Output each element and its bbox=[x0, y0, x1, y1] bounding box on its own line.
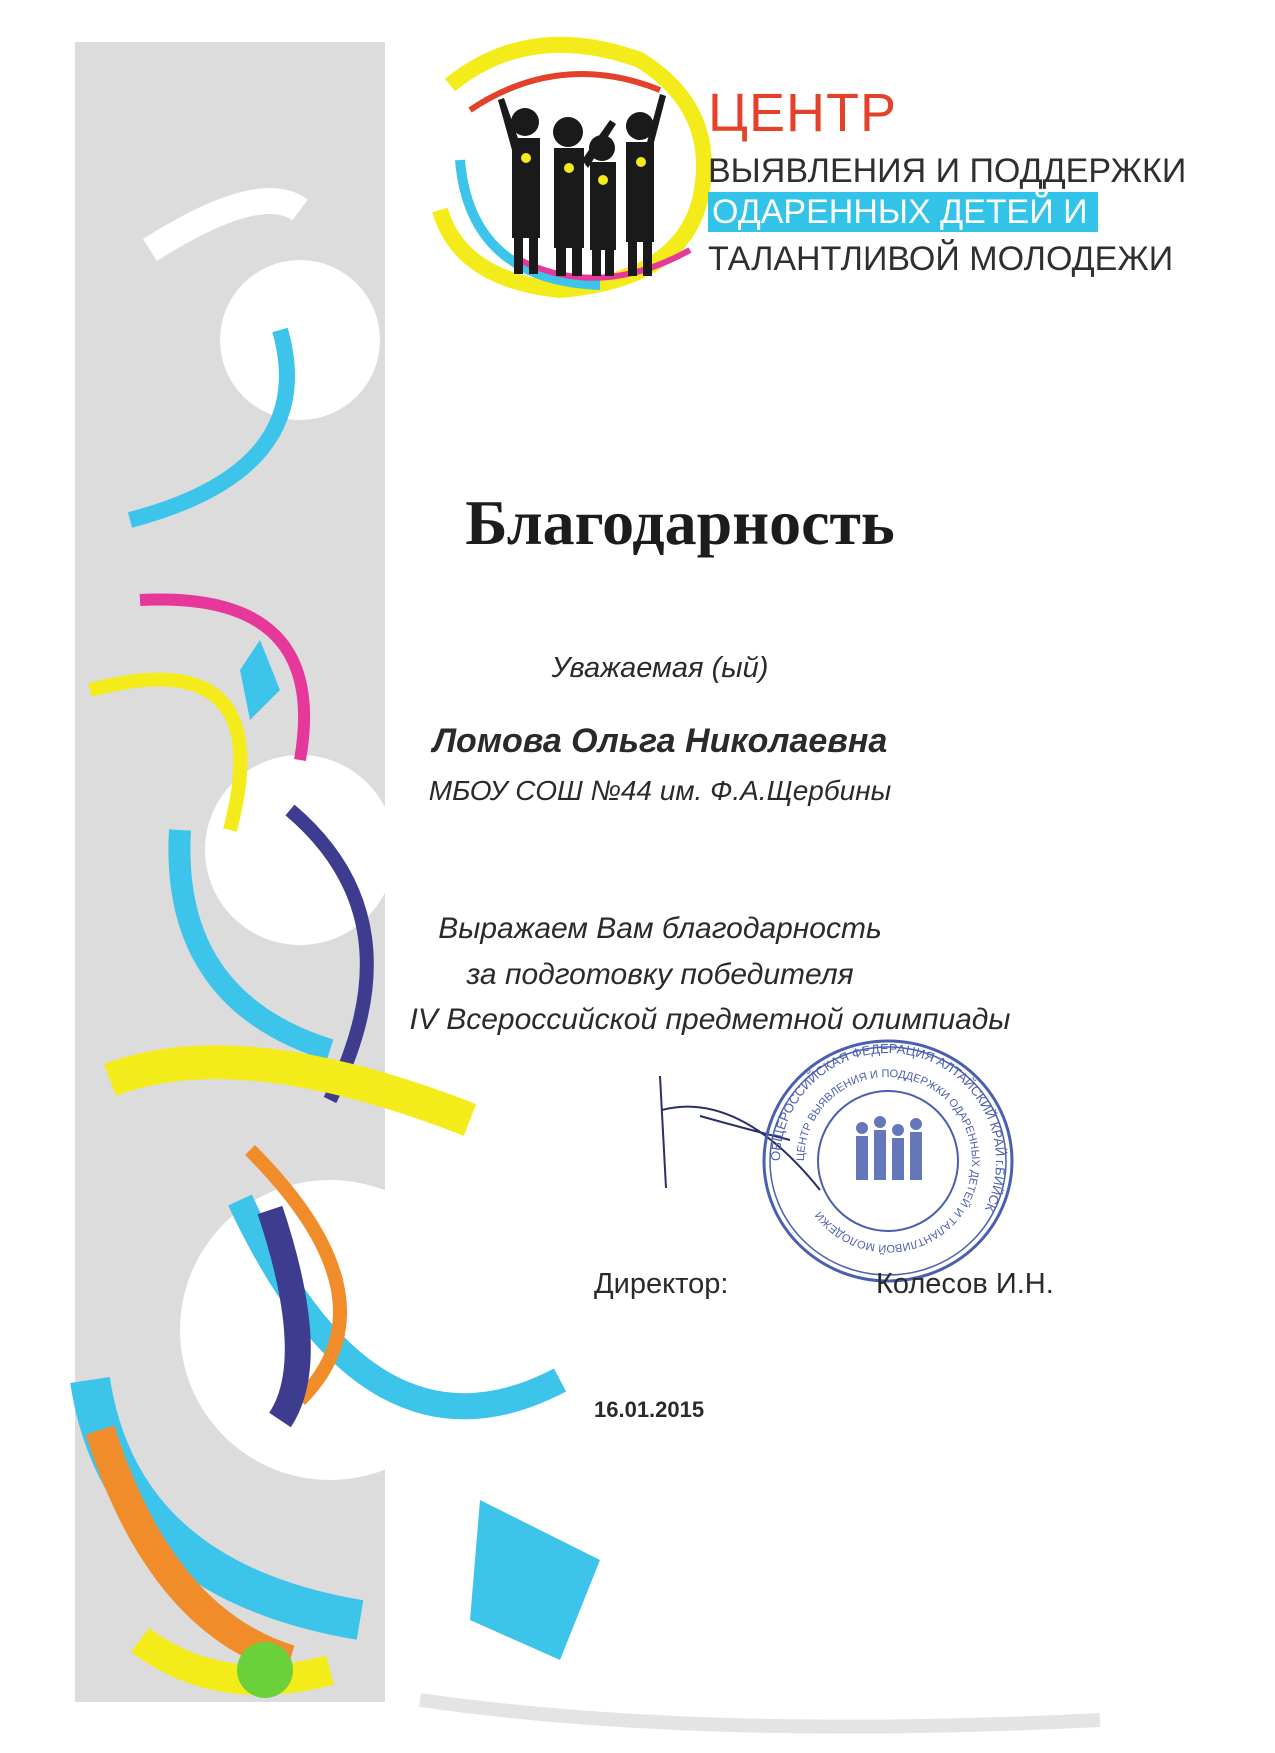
recipient-school: МБОУ СОШ №44 им. Ф.А.Щербины bbox=[428, 775, 892, 806]
message-line-2: за подготовку победителя bbox=[466, 958, 854, 991]
director-name: Колесов И.Н. bbox=[876, 1268, 1054, 1300]
director-label: Директор: bbox=[594, 1268, 729, 1300]
salutation: Уважаемая (ый) bbox=[551, 652, 769, 684]
stamp-inner-text: ЦЕНТР ВЫЯВЛЕНИЯ И ПОДДЕРЖКИ ОДАРЕННЫХ ДЕТЕЙ И ТАЛАНТЛИВОЙ МОЛОДЕЖИ bbox=[794, 1067, 982, 1255]
message-line-1: Выражаем Вам благодарность bbox=[438, 912, 882, 945]
recipient-name: Ломова Ольга Николаевна bbox=[432, 722, 888, 760]
logo-subtitle-line2: ОДАРЕННЫХ ДЕТЕЙ И bbox=[708, 192, 1098, 232]
children-silhouette-logo bbox=[490, 80, 670, 280]
certificate-heading: Благодарность bbox=[465, 487, 895, 558]
logo-title: ЦЕНТР bbox=[708, 83, 897, 143]
logo-subtitle-line1: ВЫЯВЛЕНИЯ И ПОДДЕРЖКИ bbox=[708, 152, 1187, 190]
message-line-3: IV Всероссийской предметной олимпиады bbox=[409, 1003, 1011, 1036]
logo-subtitle-line3: ТАЛАНТЛИВОЙ МОЛОДЕЖИ bbox=[708, 240, 1174, 278]
stamp-outer-text: ОБЩЕРОССИЙСКАЯ ФЕДЕРАЦИЯ АЛТАЙСКИЙ КРАЙ г.БИЙСК bbox=[767, 1040, 1009, 1215]
official-stamp bbox=[758, 1036, 1018, 1286]
issue-date: 16.01.2015 bbox=[594, 1397, 705, 1422]
